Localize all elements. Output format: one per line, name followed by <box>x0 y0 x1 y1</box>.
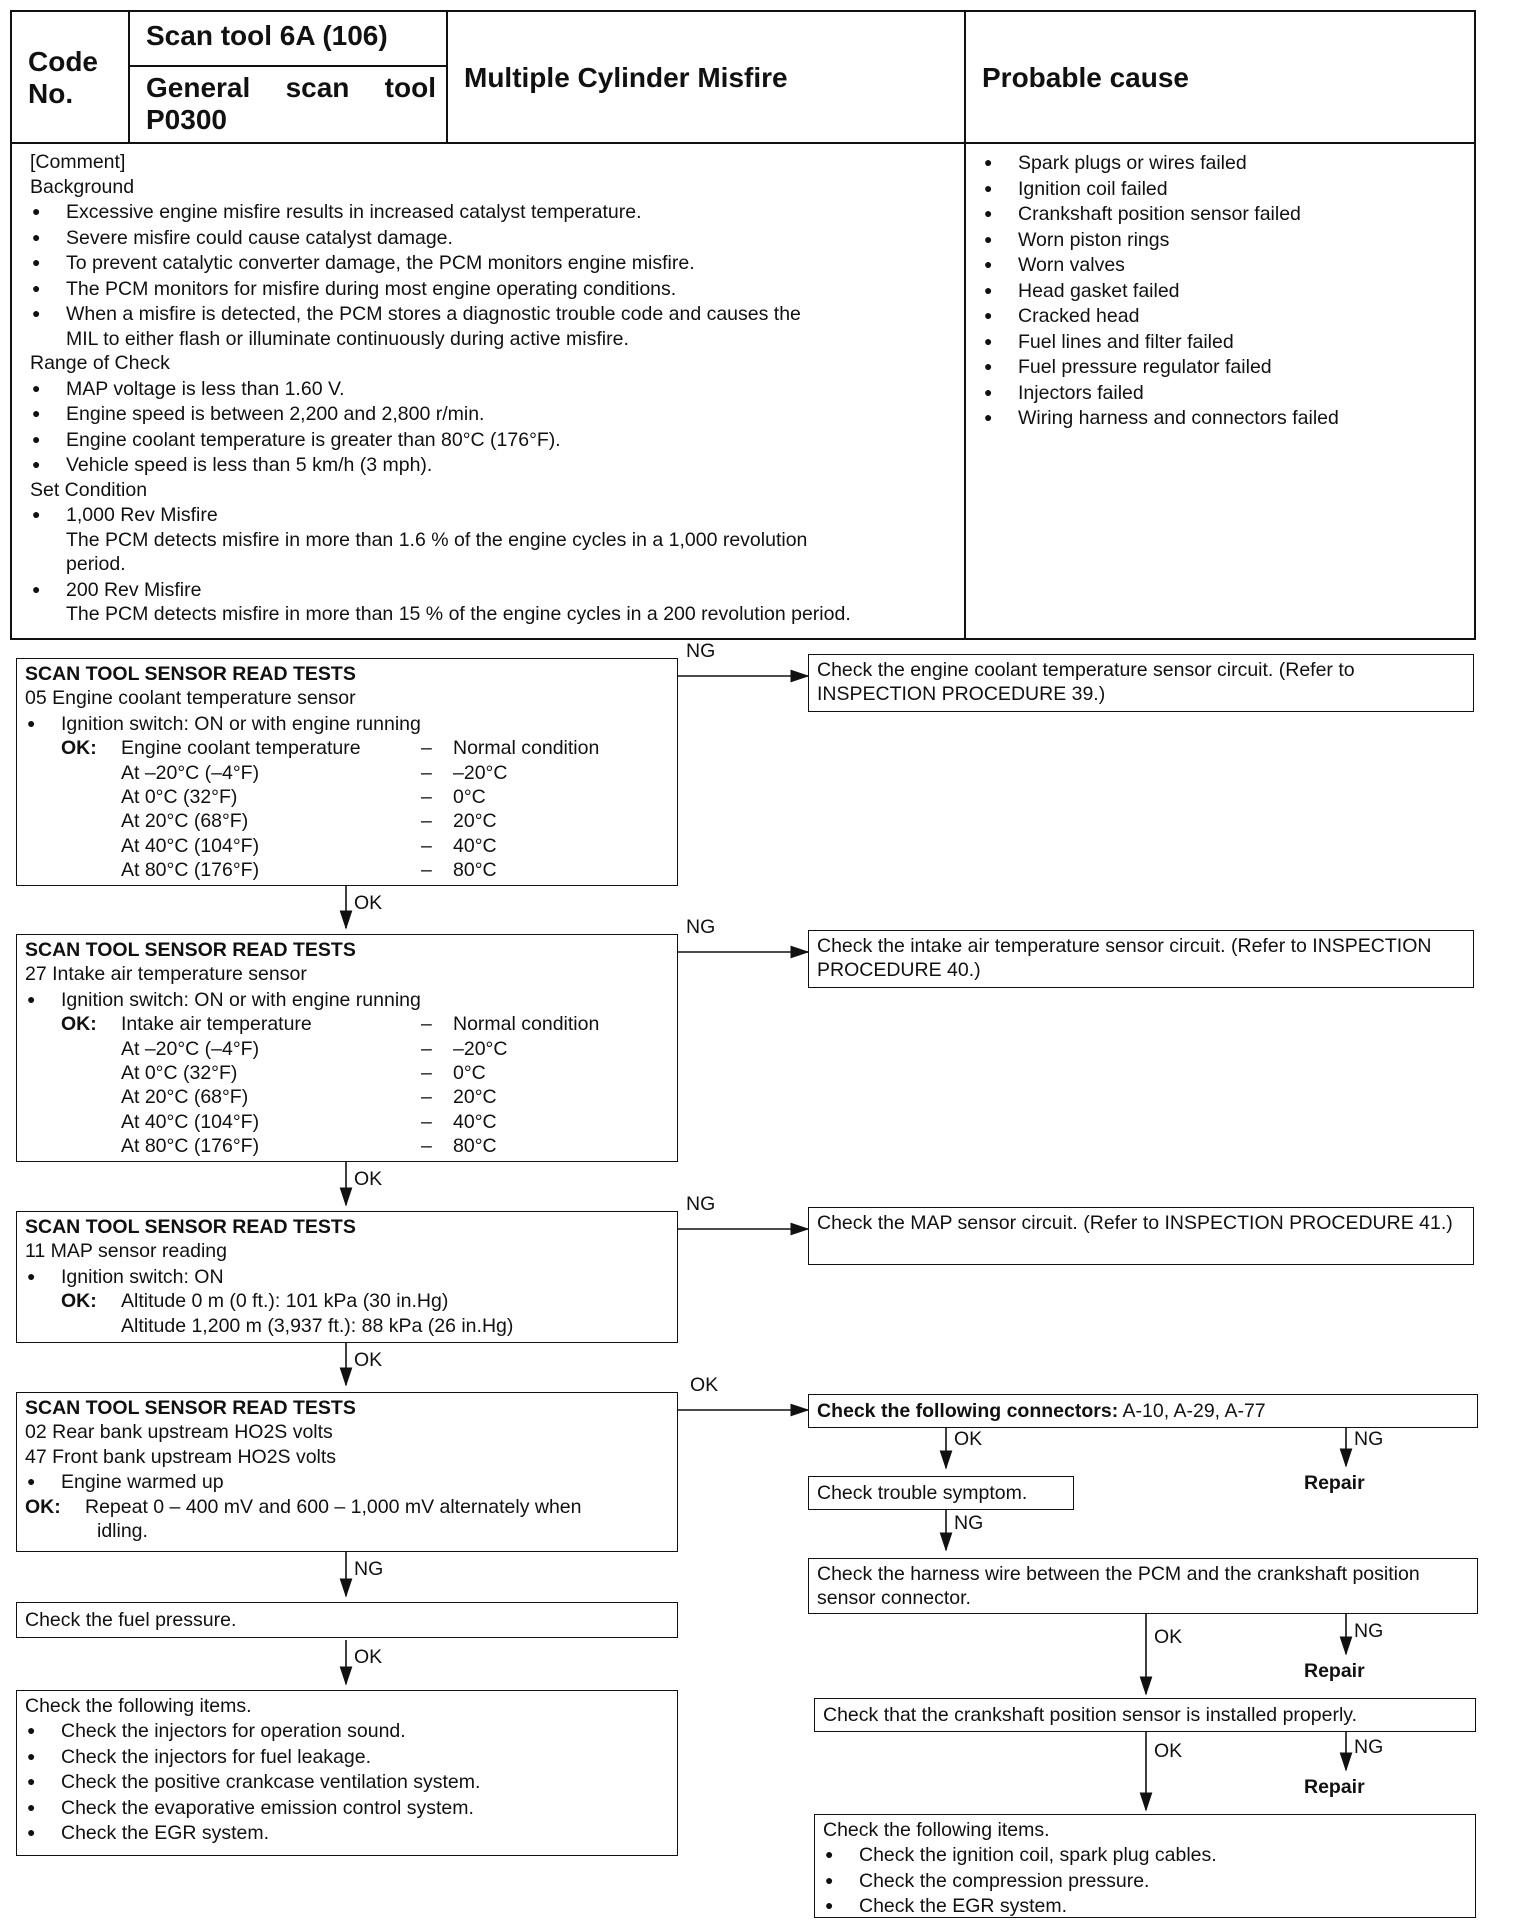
probable-cause-item: ● Worn piston rings <box>982 227 1462 253</box>
ok-line: Repeat 0 – 400 mV and 600 – 1,000 mV alternately when <box>85 1495 582 1518</box>
sensor-test-box-ect <box>16 658 678 886</box>
test-title: SCAN TOOL SENSOR READ TESTS <box>25 663 356 685</box>
table-cell-condition: At 80°C (176°F) <box>121 1135 260 1158</box>
list-item: ● Check the evaporative emission control system. <box>25 1795 669 1820</box>
ng-label-repair-3: NG <box>1354 1736 1384 1758</box>
table-cell-condition: Engine coolant temperature <box>121 737 361 760</box>
ng-label-repair-2: NG <box>1354 1620 1384 1642</box>
table-cell-value: –20°C <box>453 1037 508 1060</box>
sensor-test-box-ho2s <box>16 1392 678 1552</box>
items-title: Check the following items. <box>823 1819 1050 1841</box>
ng-label-repair-1: NG <box>1354 1428 1384 1450</box>
table-cell-value: 80°C <box>453 1135 497 1158</box>
ok-label-crank: OK <box>1154 1740 1183 1762</box>
test-condition: ● Engine warmed up <box>25 1469 669 1494</box>
list-item: ● Check the positive crankcase ventilation system. <box>25 1769 669 1794</box>
probable-cause-item: ● Fuel lines and filter failed <box>982 329 1462 355</box>
repair-label-3: Repair <box>1304 1776 1365 1798</box>
table-row <box>25 1061 669 1085</box>
check-items-box-left <box>16 1690 678 1856</box>
list-item: ● Check the injectors for fuel leakage. <box>25 1744 669 1769</box>
test-title: SCAN TOOL SENSOR READ TESTS <box>25 939 356 961</box>
table-row <box>25 1012 669 1036</box>
table-cell-value: 40°C <box>453 834 497 857</box>
table-cell-value: 0°C <box>453 786 486 809</box>
table-row <box>25 761 669 785</box>
table-row <box>25 736 669 760</box>
comment-line: ● When a misfire is detected, the PCM stores a diagnostic trouble code and causes the <box>30 301 960 327</box>
comment-line: ● Excessive engine misfire results in increased catalyst temperature. <box>30 199 960 225</box>
table-row <box>25 1134 669 1158</box>
probable-cause-item: ● Crankshaft position sensor failed <box>982 201 1462 227</box>
ng-label-2: NG <box>686 916 716 938</box>
ok-label: OK: <box>25 1495 61 1518</box>
ok-label-down-2: OK <box>354 1168 383 1190</box>
ok-label-connectors: OK <box>954 1428 983 1450</box>
repair-label-2: Repair <box>1304 1660 1365 1682</box>
test-condition: ● Ignition switch: ON or with engine running <box>25 711 669 736</box>
probable-cause-item: ● Ignition coil failed <box>982 176 1462 202</box>
ok-label-down-5: OK <box>354 1646 383 1668</box>
comment-line: ● Engine speed is between 2,200 and 2,800 r/min. <box>30 401 960 427</box>
ok-label-harness: OK <box>1154 1626 1183 1648</box>
comment-line: ● Vehicle speed is less than 5 km/h (3 mph). <box>30 452 960 478</box>
ok-line: idling. <box>97 1520 148 1543</box>
sensor-test-box-map <box>16 1211 678 1343</box>
comment-line: ● The PCM monitors for misfire during most engine operating conditions. <box>30 276 960 302</box>
check-connectors-box <box>808 1394 1478 1428</box>
items-title: Check the following items. <box>25 1695 252 1717</box>
comment-line: period. <box>66 553 126 575</box>
test-item: 05 Engine coolant temperature sensor <box>25 687 356 710</box>
ng-label-down-4: NG <box>354 1558 384 1580</box>
table-row <box>25 834 669 858</box>
table-cell-value: Normal condition <box>453 1013 600 1036</box>
list-item: ● Check the EGR system. <box>823 1893 1467 1918</box>
table-cell-condition: At 0°C (32°F) <box>121 786 238 809</box>
test-condition: ● Ignition switch: ON or with engine running <box>25 987 669 1012</box>
table-cell-condition: At 40°C (104°F) <box>121 1110 260 1133</box>
table-cell-condition: At 80°C (176°F) <box>121 859 260 882</box>
test-item: 47 Front bank upstream HO2S volts <box>25 1445 337 1468</box>
table-cell-value: 20°C <box>453 810 497 833</box>
general-scan-tool-code: General scan tool P0300 <box>146 72 436 135</box>
sensor-test-box-iat <box>16 934 678 1162</box>
check-items-box-right <box>814 1814 1476 1918</box>
table-cell-value: 20°C <box>453 1086 497 1109</box>
table-cell-value: 40°C <box>453 1110 497 1133</box>
ok-line: Altitude 1,200 m (3,937 ft.): 88 kPa (26 in.Hg) <box>121 1314 514 1337</box>
table-cell-dash: – <box>421 761 432 784</box>
table-cell-condition: Intake air temperature <box>121 1013 312 1036</box>
comment-line: The PCM detects misfire in more than 15 % of the engine cycles in a 200 revolution period. <box>66 603 851 625</box>
comment-line: ● Engine coolant temperature is greater than 80°C (176°F). <box>30 427 960 453</box>
table-row <box>25 809 669 833</box>
table-cell-dash: – <box>421 786 432 809</box>
ng-box-map-circuit: Check the MAP sensor circuit. (Refer to INSPECTION PROCEDURE 41.) <box>808 1207 1474 1265</box>
test-ok-table <box>25 1012 669 1158</box>
comment-line: ● 1,000 Rev Misfire <box>30 502 960 528</box>
probable-cause-item: ● Wiring harness and connectors failed <box>982 405 1462 431</box>
table-cell-dash: – <box>421 1037 432 1060</box>
table-cell-dash: – <box>421 1110 432 1133</box>
comment-line: ● MAP voltage is less than 1.60 V. <box>30 376 960 402</box>
comment-line: [Comment] <box>30 151 126 173</box>
items-list <box>823 1842 1467 1918</box>
table-cell-value: 80°C <box>453 859 497 882</box>
scan-tool-code: Scan tool 6A (106) <box>146 20 388 51</box>
table-cell-dash: – <box>421 737 432 760</box>
comment-line: ● 200 Rev Misfire <box>30 577 960 603</box>
test-item: 11 MAP sensor reading <box>25 1240 227 1263</box>
table-cell-condition: At 20°C (68°F) <box>121 810 249 833</box>
table-row <box>25 1085 669 1109</box>
table-cell-condition: At 0°C (32°F) <box>121 1062 238 1085</box>
comment-line: MIL to either flash or illuminate continuously during active misfire. <box>66 327 629 350</box>
table-cell-condition: At –20°C (–4°F) <box>121 761 260 784</box>
comment-line: ● Severe misfire could cause catalyst damage. <box>30 225 960 251</box>
table-cell-dash: – <box>421 1062 432 1085</box>
table-cell-dash: – <box>421 1135 432 1158</box>
table-cell-value: –20°C <box>453 761 508 784</box>
comment-line: Background <box>30 175 135 198</box>
code-label: Code No. <box>28 46 98 109</box>
connectors-label: Check the following connectors: <box>817 1400 1119 1422</box>
ok-label: OK: <box>61 737 97 760</box>
test-ok-table <box>25 736 669 882</box>
probable-cause-title: Probable cause <box>982 62 1189 93</box>
ng-box-ect-circuit: Check the engine coolant temperature sensor circuit. (Refer to INSPECTION PROCEDURE 39.) <box>808 654 1474 712</box>
repair-label-1: Repair <box>1304 1472 1365 1494</box>
table-cell-condition: At 40°C (104°F) <box>121 834 260 857</box>
table-cell-value: 0°C <box>453 1062 486 1085</box>
list-item: ● Check the ignition coil, spark plug cables. <box>823 1842 1467 1867</box>
ng-box-iat-circuit: Check the intake air temperature sensor circuit. (Refer to INSPECTION PROCEDURE 40.) <box>808 930 1474 988</box>
comment-line: Range of Check <box>30 352 170 374</box>
table-cell-value: Normal condition <box>453 737 600 760</box>
ok-label-4: OK <box>690 1374 719 1396</box>
table-row <box>25 858 669 882</box>
check-harness-box: Check the harness wire between the PCM and the crankshaft position sensor connector. <box>808 1558 1478 1614</box>
test-title: SCAN TOOL SENSOR READ TESTS <box>25 1216 356 1238</box>
list-item: ● Check the injectors for operation sound. <box>25 1718 669 1743</box>
check-trouble-symptom-box: Check trouble symptom. <box>808 1476 1074 1510</box>
table-row <box>25 785 669 809</box>
test-item: 27 Intake air temperature sensor <box>25 963 307 986</box>
ok-line: Altitude 0 m (0 ft.): 101 kPa (30 in.Hg) <box>121 1290 449 1313</box>
table-cell-dash: – <box>421 859 432 882</box>
table-cell-condition: At –20°C (–4°F) <box>121 1037 260 1060</box>
table-cell-dash: – <box>421 1013 432 1036</box>
list-item: ● Check the EGR system. <box>25 1820 669 1845</box>
probable-cause-item: ● Spark plugs or wires failed <box>982 150 1462 176</box>
ok-label: OK: <box>61 1290 97 1313</box>
ok-label-down-3: OK <box>354 1349 383 1371</box>
table-row <box>25 1110 669 1134</box>
table-row <box>25 1037 669 1061</box>
ng-label-1: NG <box>686 640 716 662</box>
ok-label-down-1: OK <box>354 892 383 914</box>
check-crank-installed-box: Check that the crankshaft position sensor is installed properly. <box>814 1698 1476 1732</box>
table-cell-dash: – <box>421 810 432 833</box>
ng-label-3: NG <box>686 1193 716 1215</box>
check-fuel-pressure-box: Check the fuel pressure. <box>16 1602 678 1638</box>
probable-cause-item: ● Head gasket failed <box>982 278 1462 304</box>
ok-label: OK: <box>61 1013 97 1036</box>
comment-line: The PCM detects misfire in more than 1.6 % of the engine cycles in a 1,000 revolution <box>66 528 808 551</box>
probable-cause-item: ● Worn valves <box>982 252 1462 278</box>
comment-line: ● To prevent catalytic converter damage, the PCM monitors engine misfire. <box>30 250 960 276</box>
comment-line: Set Condition <box>30 478 148 501</box>
table-cell-dash: – <box>421 834 432 857</box>
page-title: Multiple Cylinder Misfire <box>464 62 788 93</box>
ng-label-symptom: NG <box>954 1512 984 1534</box>
table-cell-condition: At 20°C (68°F) <box>121 1086 249 1109</box>
test-item: 02 Rear bank upstream HO2S volts <box>25 1421 333 1444</box>
items-list <box>25 1718 669 1845</box>
list-item: ● Check the compression pressure. <box>823 1868 1467 1893</box>
connectors-value: A-10, A-29, A-77 <box>1122 1400 1266 1422</box>
test-title: SCAN TOOL SENSOR READ TESTS <box>25 1397 356 1419</box>
probable-cause-item: ● Fuel pressure regulator failed <box>982 354 1462 380</box>
probable-cause-item: ● Cracked head <box>982 303 1462 329</box>
table-cell-dash: – <box>421 1086 432 1109</box>
test-condition: ● Ignition switch: ON <box>25 1264 669 1289</box>
probable-cause-item: ● Injectors failed <box>982 380 1462 406</box>
